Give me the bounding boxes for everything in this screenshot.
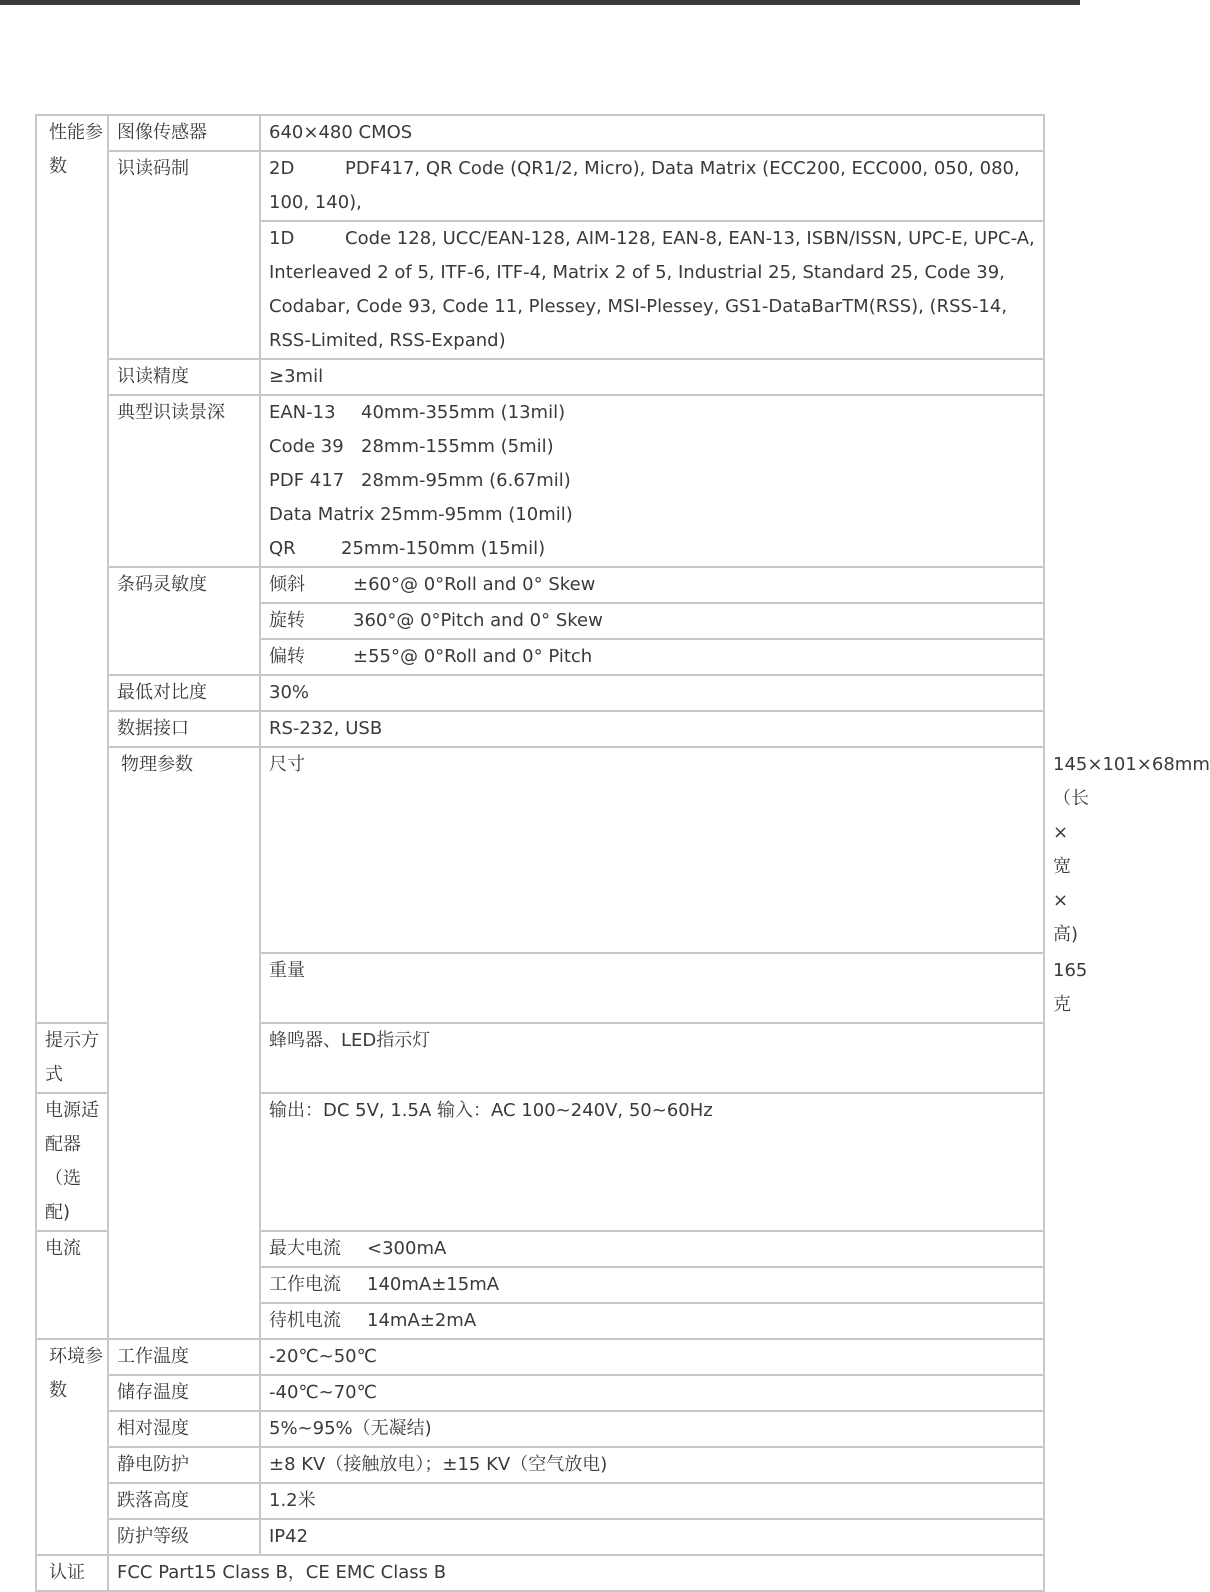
value-sensitivity-rotate: 旋转 360°@ 0°Pitch and 0° Skew bbox=[260, 603, 1044, 639]
value-cert: FCC Part15 Class B，CE EMC Class B bbox=[108, 1555, 1044, 1591]
label-symbology: 识读码制 bbox=[108, 151, 260, 359]
label-op-temp: 工作温度 bbox=[108, 1339, 260, 1375]
label-humidity: 相对湿度 bbox=[108, 1411, 260, 1447]
table-row bbox=[36, 1411, 1044, 1447]
table-row bbox=[36, 1375, 1044, 1411]
label-adapter: 电源适配器（选配) bbox=[36, 1093, 108, 1231]
table-row bbox=[36, 1555, 1044, 1591]
dof-row: PDF 417 28mm-95mm (6.67mil) bbox=[269, 470, 571, 491]
table-row bbox=[36, 1339, 1044, 1375]
label-weight: 重量 bbox=[260, 953, 1044, 1023]
section-environment: 环境参数 bbox=[36, 1339, 108, 1555]
label-current: 电流 bbox=[36, 1231, 108, 1339]
table-row bbox=[36, 675, 1044, 711]
table-row bbox=[36, 567, 1044, 603]
label-indicator: 提示方式 bbox=[36, 1023, 108, 1093]
value-symbology-2d bbox=[260, 151, 1044, 221]
value-sensitivity-skew: 偏转 ±55°@ 0°Roll and 0° Pitch bbox=[260, 639, 1044, 675]
table-row bbox=[36, 711, 1044, 747]
dof-row: EAN-13 40mm-355mm (13mil) bbox=[269, 402, 566, 423]
table-row bbox=[36, 1483, 1044, 1519]
val-1d: Code 128, UCC/EAN-128, AIM-128, EAN-8, EAN-13, ISBN/ISSN, UPC-E, UPC-A, Interleaved 2 of 5, ITF-6, ITF-4, Matrix 2 of 5, Industrial 25, Standard 25, Code 39, Codabar, Code 93, Code 11, Plessey, MSI-Plessey, GS1-DataBarTM(RSS), (RSS-14, RSS-Limited, RSS-Expand) bbox=[269, 228, 1035, 351]
section-performance: 性能参数 bbox=[36, 115, 108, 1023]
table-row bbox=[36, 1519, 1044, 1555]
label-sensor: 图像传感器 bbox=[108, 115, 260, 151]
top-bar bbox=[0, 0, 1080, 5]
spec-table bbox=[35, 114, 1210, 1592]
section-physical: 物理参数 bbox=[108, 747, 260, 1339]
value-dof bbox=[260, 395, 1044, 567]
label-dof: 典型识读景深 bbox=[108, 395, 260, 567]
label-store-temp: 储存温度 bbox=[108, 1375, 260, 1411]
val-2d: PDF417, QR Code (QR1/2, Micro), Data Matrix (ECC200, ECC000, 050, 080, 100, 140), bbox=[269, 158, 1020, 213]
table-row: 重量 165克 bbox=[36, 953, 1044, 1023]
value-ip: IP42 bbox=[260, 1519, 1044, 1555]
value-humidity: 5%~95%（无凝结) bbox=[260, 1411, 1044, 1447]
label-contrast: 最低对比度 bbox=[108, 675, 260, 711]
label-precision: 识读精度 bbox=[108, 359, 260, 395]
label-size: 尺寸 bbox=[260, 747, 1044, 953]
label-interface: 数据接口 bbox=[108, 711, 260, 747]
table-row bbox=[36, 395, 1044, 567]
key-2d: 2D bbox=[269, 158, 295, 179]
label-ip: 防护等级 bbox=[108, 1519, 260, 1555]
value-symbology-1d bbox=[260, 221, 1044, 359]
value-precision: ≥3mil bbox=[260, 359, 1044, 395]
label-sensitivity: 条码灵敏度 bbox=[108, 567, 260, 675]
dof-row: Data Matrix 25mm-95mm (10mil) bbox=[269, 504, 573, 525]
label-esd: 静电防护 bbox=[108, 1447, 260, 1483]
value-adapter: 输出：DC 5V, 1.5A 输入：AC 100~240V, 50~60Hz bbox=[260, 1093, 1044, 1231]
value-drop: 1.2米 bbox=[260, 1483, 1044, 1519]
value-sensor: 640×480 CMOS bbox=[260, 115, 1044, 151]
table-row bbox=[36, 115, 1044, 151]
table-row bbox=[36, 359, 1044, 395]
value-interface: RS-232, USB bbox=[260, 711, 1044, 747]
section-cert: 认证 bbox=[36, 1555, 108, 1591]
dof-row: Code 39 28mm-155mm (5mil) bbox=[269, 436, 554, 457]
value-store-temp: -40℃~70℃ bbox=[260, 1375, 1044, 1411]
value-op-temp: -20℃~50℃ bbox=[260, 1339, 1044, 1375]
value-indicator: 蜂鸣器、LED指示灯 bbox=[260, 1023, 1044, 1093]
key-1d: 1D bbox=[269, 228, 295, 249]
dof-row: QR 25mm-150mm (15mil) bbox=[269, 538, 546, 559]
label-drop: 跌落高度 bbox=[108, 1483, 260, 1519]
table-row bbox=[36, 151, 1044, 221]
table-row bbox=[36, 1447, 1044, 1483]
value-current-standby: 待机电流 14mA±2mA bbox=[260, 1303, 1044, 1339]
value-contrast: 30% bbox=[260, 675, 1044, 711]
value-esd: ±8 KV（接触放电）；±15 KV（空气放电) bbox=[260, 1447, 1044, 1483]
table-row: 物理参数 尺寸 145×101×68mm（长×宽×高) bbox=[36, 747, 1044, 953]
value-sensitivity-tilt: 倾斜 ±60°@ 0°Roll and 0° Skew bbox=[260, 567, 1044, 603]
value-current-work: 工作电流 140mA±15mA bbox=[260, 1267, 1044, 1303]
value-current-max: 最大电流 <300mA bbox=[260, 1231, 1044, 1267]
